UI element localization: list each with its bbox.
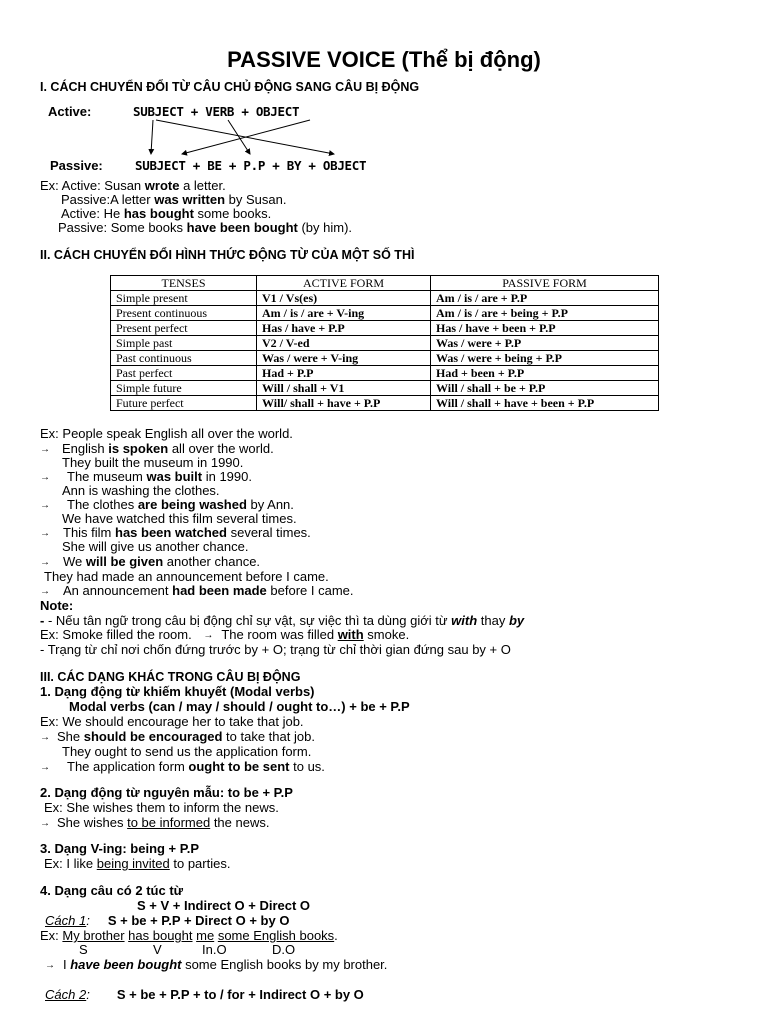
formula: Modal verbs (can / may / should / ought to…) + be + P.P — [69, 699, 410, 714]
page-title: PASSIVE VOICE (Thể bị động) — [227, 47, 541, 72]
active-form-cell: Has / have + P.P — [257, 321, 431, 336]
example-line: → An announcement had been made before I came. — [40, 583, 354, 598]
grammar-tag: D.O — [272, 942, 296, 957]
example-line: Passive: Some books have been bought (by him). — [58, 220, 353, 235]
example-line: She will give us another chance. — [62, 539, 249, 554]
conversion-arrows — [48, 100, 388, 178]
active-formula: SUBJECT + VERB + OBJECT — [133, 104, 300, 119]
note-line: - - Nếu tân ngữ trong câu bị động chỉ sự vật, sự việc thì ta dùng giới từ with thay by — [40, 613, 525, 628]
column-header: ACTIVE FORM — [257, 276, 431, 291]
passive-label: Passive: — [50, 158, 103, 173]
passive-form-cell: Has / have + been + P.P — [431, 321, 659, 336]
arrow-icon: → — [40, 586, 50, 598]
tenses-table — [110, 275, 659, 411]
table-header-row — [111, 276, 659, 291]
example-line: → This film has been watched several times. — [40, 525, 311, 540]
table-row — [111, 381, 659, 396]
note-line: Ex: Smoke filled the room. → The room was filled with smoke. — [40, 627, 410, 642]
example-line: They had made an announcement before I came. — [44, 569, 329, 584]
arrow-icon: → — [45, 960, 55, 972]
example-line: They built the museum in 1990. — [62, 455, 244, 470]
example-line: Ex: Active: Susan wrote a letter. — [40, 178, 226, 193]
example-line: They ought to send us the application form. — [62, 744, 312, 759]
formula: S + V + Indirect O + Direct O — [137, 898, 311, 913]
arrow-icon: → — [40, 732, 50, 744]
active-form-cell: V1 / Vs(es) — [257, 291, 431, 306]
section-3-heading: III. CÁC DẠNG KHÁC TRONG CÂU BỊ ĐỘNG — [40, 670, 301, 684]
table-row — [111, 321, 659, 336]
note-label: Note: — [40, 598, 74, 613]
example-line: Ex: We should encourage her to take that job. — [40, 714, 304, 729]
active-label: Active: — [48, 104, 92, 119]
example-line: Ex: My brother has bought me some English books. — [40, 928, 338, 943]
section-1-heading: I. CÁCH CHUYỂN ĐỔI TỪ CÂU CHỦ ĐỘNG SANG CÂU BỊ ĐỘNG — [40, 80, 420, 94]
example-line: Active: He has bought some books. — [61, 206, 272, 221]
passive-form-cell: Am / is / are + being + P.P — [431, 306, 659, 321]
passive-form-cell: Was / were + P.P — [431, 336, 659, 351]
tense-cell: Simple past — [111, 336, 257, 351]
note-line: - Trạng từ chỉ nơi chốn đứng trước by + O; trạng từ chỉ thời gian đứng sau by + O — [40, 642, 511, 657]
example-line: Ex: She wishes them to inform the news. — [44, 800, 279, 815]
tense-cell: Simple future — [111, 381, 257, 396]
arrow-icon: → — [203, 630, 214, 642]
formula-line: Cách 1: S + be + P.P + Direct O + by O — [45, 913, 290, 928]
passive-form-cell: Was / were + being + P.P — [431, 351, 659, 366]
example-line: → The application form ought to be sent to us. — [40, 759, 325, 774]
table-row — [111, 306, 659, 321]
active-form-cell: V2 / V-ed — [257, 336, 431, 351]
tense-cell: Simple present — [111, 291, 257, 306]
arrow-icon: → — [40, 557, 50, 569]
passive-form-cell: Will / shall + have + been + P.P — [431, 396, 659, 411]
column-header: PASSIVE FORM — [431, 276, 659, 291]
subsection-title: 4. Dạng câu có 2 túc từ — [40, 883, 184, 898]
example-line: → We will be given another chance. — [40, 554, 261, 569]
tense-cell: Past perfect — [111, 366, 257, 381]
voice-diagram — [48, 100, 388, 178]
column-header: TENSES — [111, 276, 257, 291]
example-line: → She should be encouraged to take that job. — [40, 729, 315, 744]
example-line: → English is spoken all over the world. — [40, 441, 274, 456]
section-2-heading: II. CÁCH CHUYỂN ĐỔI HÌNH THỨC ĐỘNG TỪ CỦA MỘT SỐ THÌ — [40, 248, 415, 262]
tense-cell: Present continuous — [111, 306, 257, 321]
active-form-cell: Will/ shall + have + P.P — [257, 396, 431, 411]
active-form-cell: Had + P.P — [257, 366, 431, 381]
subsection-title: 3. Dạng V-ing: being + P.P — [40, 841, 200, 856]
table-row — [111, 291, 659, 306]
arrow-icon: → — [40, 444, 50, 456]
example-line: Passive:A letter was written by Susan. — [61, 192, 287, 207]
active-form-cell: Was / were + V-ing — [257, 351, 431, 366]
example-line: → She wishes to be informed the news. — [40, 815, 270, 830]
passive-form-cell: Am / is / are + P.P — [431, 291, 659, 306]
active-form-cell: Will / shall + V1 — [257, 381, 431, 396]
arrow-icon: → — [40, 472, 50, 484]
table-row — [111, 396, 659, 411]
grammar-tag: In.O — [202, 942, 227, 957]
example-line: We have watched this film several times. — [62, 511, 297, 526]
arrow-icon: → — [40, 762, 50, 774]
tense-cell: Past continuous — [111, 351, 257, 366]
grammar-tag: V — [153, 942, 162, 957]
grammar-tag: S — [79, 942, 88, 957]
passive-form-cell: Will / shall + be + P.P — [431, 381, 659, 396]
arrow-icon: → — [40, 818, 50, 830]
subsection-title: 1. Dạng động từ khiếm khuyết (Modal verbs) — [40, 684, 315, 699]
example-line: → I have been bought some English books by my brother. — [45, 957, 388, 972]
example-line: Ann is washing the clothes. — [62, 483, 220, 498]
arrow-icon: → — [40, 528, 50, 540]
table-row — [111, 366, 659, 381]
example-line: → The clothes are being washed by Ann. — [40, 497, 294, 512]
active-form-cell: Am / is / are + V-ing — [257, 306, 431, 321]
example-line: Ex: I like being invited to parties. — [44, 856, 231, 871]
tense-cell: Present perfect — [111, 321, 257, 336]
example-line: Ex: People speak English all over the world. — [40, 426, 293, 441]
subsection-title: 2. Dạng động từ nguyên mẫu: to be + P.P — [40, 785, 293, 800]
passive-form-cell: Had + been + P.P — [431, 366, 659, 381]
formula-line: Cách 2: S + be + P.P + to / for + Indirect O + by O — [45, 987, 364, 1002]
example-line: → The museum was built in 1990. — [40, 469, 252, 484]
table-row — [111, 336, 659, 351]
arrow-icon: → — [40, 500, 50, 512]
passive-formula: SUBJECT + BE + P.P + BY + OBJECT — [135, 158, 367, 173]
table-row — [111, 351, 659, 366]
tense-cell: Future perfect — [111, 396, 257, 411]
